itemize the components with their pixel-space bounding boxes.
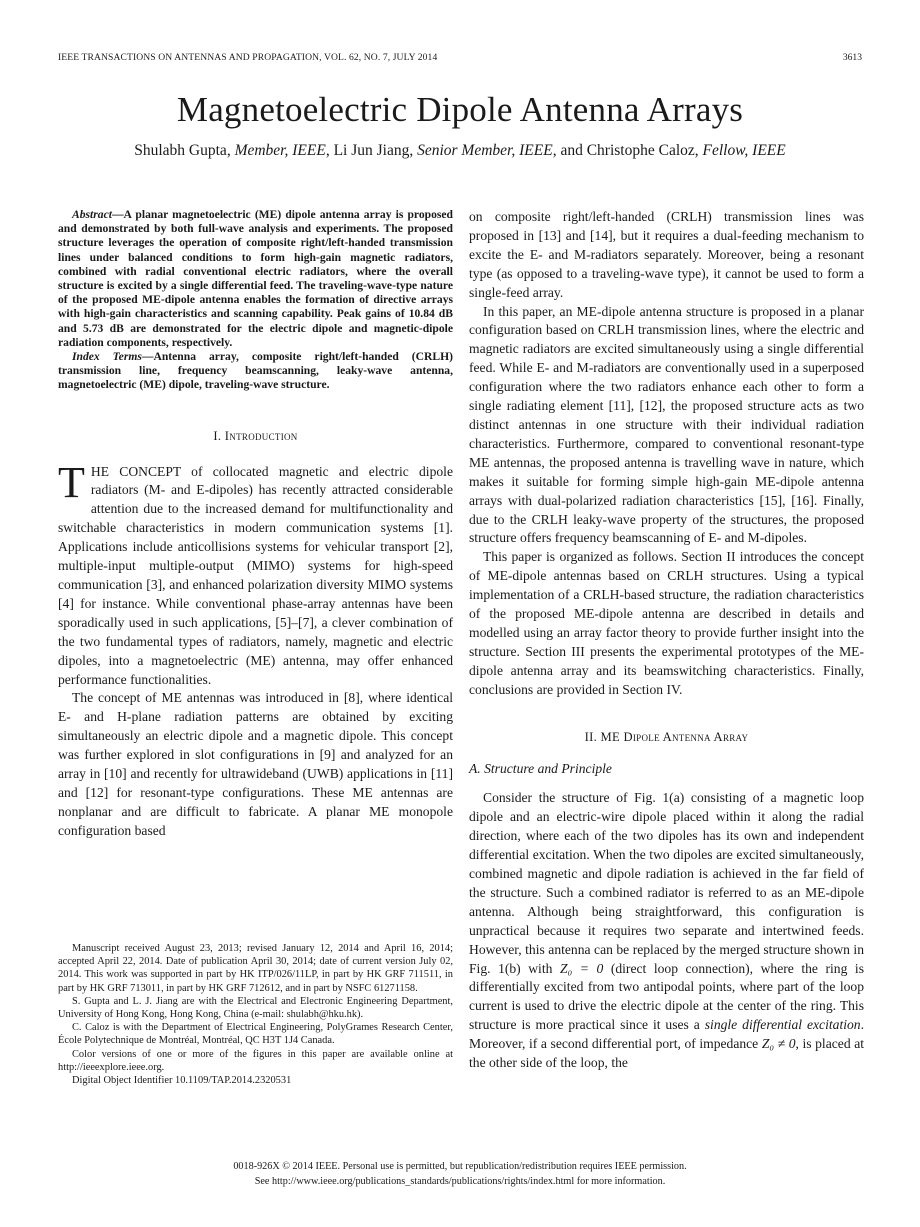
section-number: II. [584, 729, 598, 744]
math-inline: Z₀ ≠ 0 [761, 1036, 796, 1052]
separator: , and [552, 142, 583, 159]
paragraph-text: HE CONCEPT of collocated magnetic and electric dipole radiators (M- and E-dipoles) has recently attracted considerable attention due to the increased demand for multifunctionality and switchable characteristics in modern communication systems [1]. Applications include anticollisions systems for vehicular transport [2], multiple-input multiple-output (MIMO) systems for high-speed communication [3], and enhanced polarization diversity MIMO systems [4] for instance. While conventional phase-array antennas have been sporadically used in such applications, [5]–[7], a clever combination of the two fundamental types of radiators, namely, magnetic and electric dipoles, into a magnetoelectric (ME) antenna, may offer enhanced performance functionalities. [58, 463, 453, 687]
page-number: 3613 [842, 52, 862, 63]
right-paragraph-3: This paper is organized as follows. Section II introduces the concept of ME-dipole antennas based on CRLH structures. Using a typical implementation of a CRLH-based structure, the radiation characteristics of the proposed ME-dipole antenna are described in details and modelled using an array factor theory to provide further insight into the structure. Section III presents the experimental prototypes of the ME-dipole antenna array and its beamswitching characteristics. Finally, conclusions are provided in Section IV. [469, 549, 864, 697]
right-paragraph-1: on composite right/left-handed (CRLH) transmission lines was proposed in [13] and [14], but it requires a dual-feeding mechanism to excite the E- and M-radiators separately. Moreover, being a resonant type (as opposed to a traveling-wave type), it cannot be used to form a single-feed array. [469, 209, 864, 300]
section-heading-me-dipole [469, 728, 864, 747]
footnote-affiliation-1: S. Gupta and L. J. Jiang are with the Electrical and Electronic Engineering Department, University of Hong Kong, Hong Kong, China (e-mail: shulabh@hku.hk). [58, 995, 453, 1021]
footnote-affiliation-2: C. Caloz is with the Department of Electrical Engineering, PolyGrames Research Center, École Polytechnique de Montréal, Montréal, QC H3T 1J4 Canada. [58, 1022, 453, 1047]
keywords-label: Index Terms [72, 350, 142, 364]
drop-cap: T [58, 457, 85, 507]
math-inline: Z₀ = 0 [559, 960, 604, 976]
section-heading-introduction [58, 427, 453, 446]
index-terms [58, 350, 453, 393]
author-name: Christophe Caloz [586, 142, 695, 159]
paragraph-text: (direct loop connection), where the ring is differentially excited from two antipodal points, where part of the loop current is used to drive the electric dipole at the center of the ring. This structure is more practical since it uses a [469, 960, 864, 1033]
rights-line: See http://www.ieee.org/publications_standards/publications/rights/index.html for more information. [254, 1175, 666, 1187]
section-title: Introduction [224, 428, 298, 443]
emphasis: single differential excitation [704, 1017, 861, 1033]
paper-title: Magnetoelectric Dipole Antenna Arrays [176, 90, 744, 129]
abstract-label: Abstract [72, 208, 112, 221]
copyright-footer [0, 1160, 920, 1189]
left-column [58, 208, 453, 841]
section-title: ME Dipole Antenna Array [600, 729, 749, 744]
footnotes [58, 942, 453, 1087]
right-paragraph-2: In this paper, an ME-dipole antenna structure is proposed in a planar configuration based on CRLH transmission lines, where the electric and magnetic radiators are excited simultaneously using a single differential feed. While E- and M-radiators are conventionally used in a superposed configuration where the two radiators enhance each other to form a single radiating element [11], [12], the proposed structure acts as two distinct antennas in one structure with their individual radiation characteristics. Furthermore, compared to conventional resonant-type ME antennas, the proposed antenna is travelling wave in nature, which makes it suitable for forming simple high-gain ME-dipole antenna arrays with dual-polarized radiation characteristics [15], [16]. Finally, due to the CRLH leaky-wave property of the structures, the proposed structure offers frequency beamscanning of E- and M-dipoles. [469, 303, 864, 546]
intro-paragraph-2: The concept of ME antennas was introduced in [8], where identical E- and H-plane radiation patterns are obtained by exciting simultaneously an electric dipole and a magnetic dipole. This concept was further explored in slot configurations in [9] and analyzed for an array in [10] and recently for ultrawideband (UWB) applications in [11] and [12] for resonant-type configurations. These ME antennas are nonplanar and are difficult to fabricate. A planar ME monopole configuration based [58, 690, 453, 838]
abstract [58, 208, 453, 350]
separator: , [694, 142, 699, 159]
right-paragraph-4 [469, 789, 864, 1073]
separator: , [325, 142, 330, 159]
intro-paragraph-1 [58, 457, 453, 690]
right-column [469, 208, 864, 1073]
footnote-doi: Digital Object Identifier 10.1109/TAP.2014.2320531 [72, 1075, 292, 1087]
paragraph-text: , is placed at the other side of the loop, the [469, 1036, 864, 1071]
dash: — [111, 208, 124, 221]
paragraph-text: Consider the structure of Fig. 1(a) consisting of a magnetic loop dipole and an electric-wire dipole placed within it along the radial direction, where each of the two dipoles has its own and independent differential excitation. When the two dipoles are excited simultaneously, combined magnetic and dipole radiation is achieved in the far field of the structure. Such a combined radiator is referred to as an ME-dipole antenna. Although being straightforward, this configuration is unpractical because it requires two separate and intertwined feeds. However, this antenna can be replaced by the merged structure shown in Fig. 1(b) with [469, 790, 864, 976]
footnote-color: Color versions of one or more of the figures in this paper are available online at http://ieeexplore.ieee.org. [58, 1048, 453, 1073]
dash: — [141, 350, 154, 364]
author-role: Fellow, IEEE [702, 142, 786, 159]
separator: , [226, 142, 231, 159]
section-number: I. [213, 428, 222, 443]
footnote-manuscript: Manuscript received August 23, 2013; revised January 12, 2014 and April 16, 2014; accepted April 22, 2014. Date of publication April 30, 2014; date of current version July 02, 2014. This work was supported in part by HK ITP/026/11LP, in part by HK GRF 711511, in part by HK GRF 713011, in part by HK GRF 712612, and in part by NSFC 61271158. [58, 943, 453, 994]
author-role: Senior Member, IEEE [417, 142, 553, 159]
author-list [0, 142, 920, 160]
author-name: Li Jun Jiang [333, 142, 410, 159]
author-name: Shulabh Gupta [134, 142, 227, 159]
running-header: IEEE TRANSACTIONS ON ANTENNAS AND PROPAGATION, VOL. 62, NO. 7, JULY 2014 [58, 52, 438, 63]
author-role: Member, IEEE [234, 142, 326, 159]
paragraph-text: . Moreover, if a second differential port, of impedance [469, 1017, 864, 1052]
separator: , [409, 142, 414, 159]
copyright-line: 0018-926X © 2014 IEEE. Personal use is permitted, but republication/redistribution requires IEEE permission. [233, 1161, 687, 1172]
subsection-heading: A. Structure and Principle [469, 761, 612, 777]
abstract-text: A planar magnetoelectric (ME) dipole antenna array is proposed and demonstrated by both full-wave analysis and experiments. The proposed structure leverages the operation of composite right/left-handed transmission lines under balanced conditions to form high-gain magnetic radiators, combined with radial conventional electric radiators, where the overall structure is excited by a single differential feed. The traveling-wave-type nature of the proposed ME-dipole antenna enables the formation of directive arrays with high-gain characteristics and scanning capability. Peak gains of 10.84 dB and 5.73 dB are demonstrated for the electric dipole and magnetic-dipole radiation components, respectively. [58, 208, 453, 349]
keywords-text: Antenna array, composite right/left-handed (CRLH) transmission line, frequency beamscanning, leaky-wave antenna, magnetoelectric (ME) dipole, traveling-wave structure. [58, 350, 453, 392]
